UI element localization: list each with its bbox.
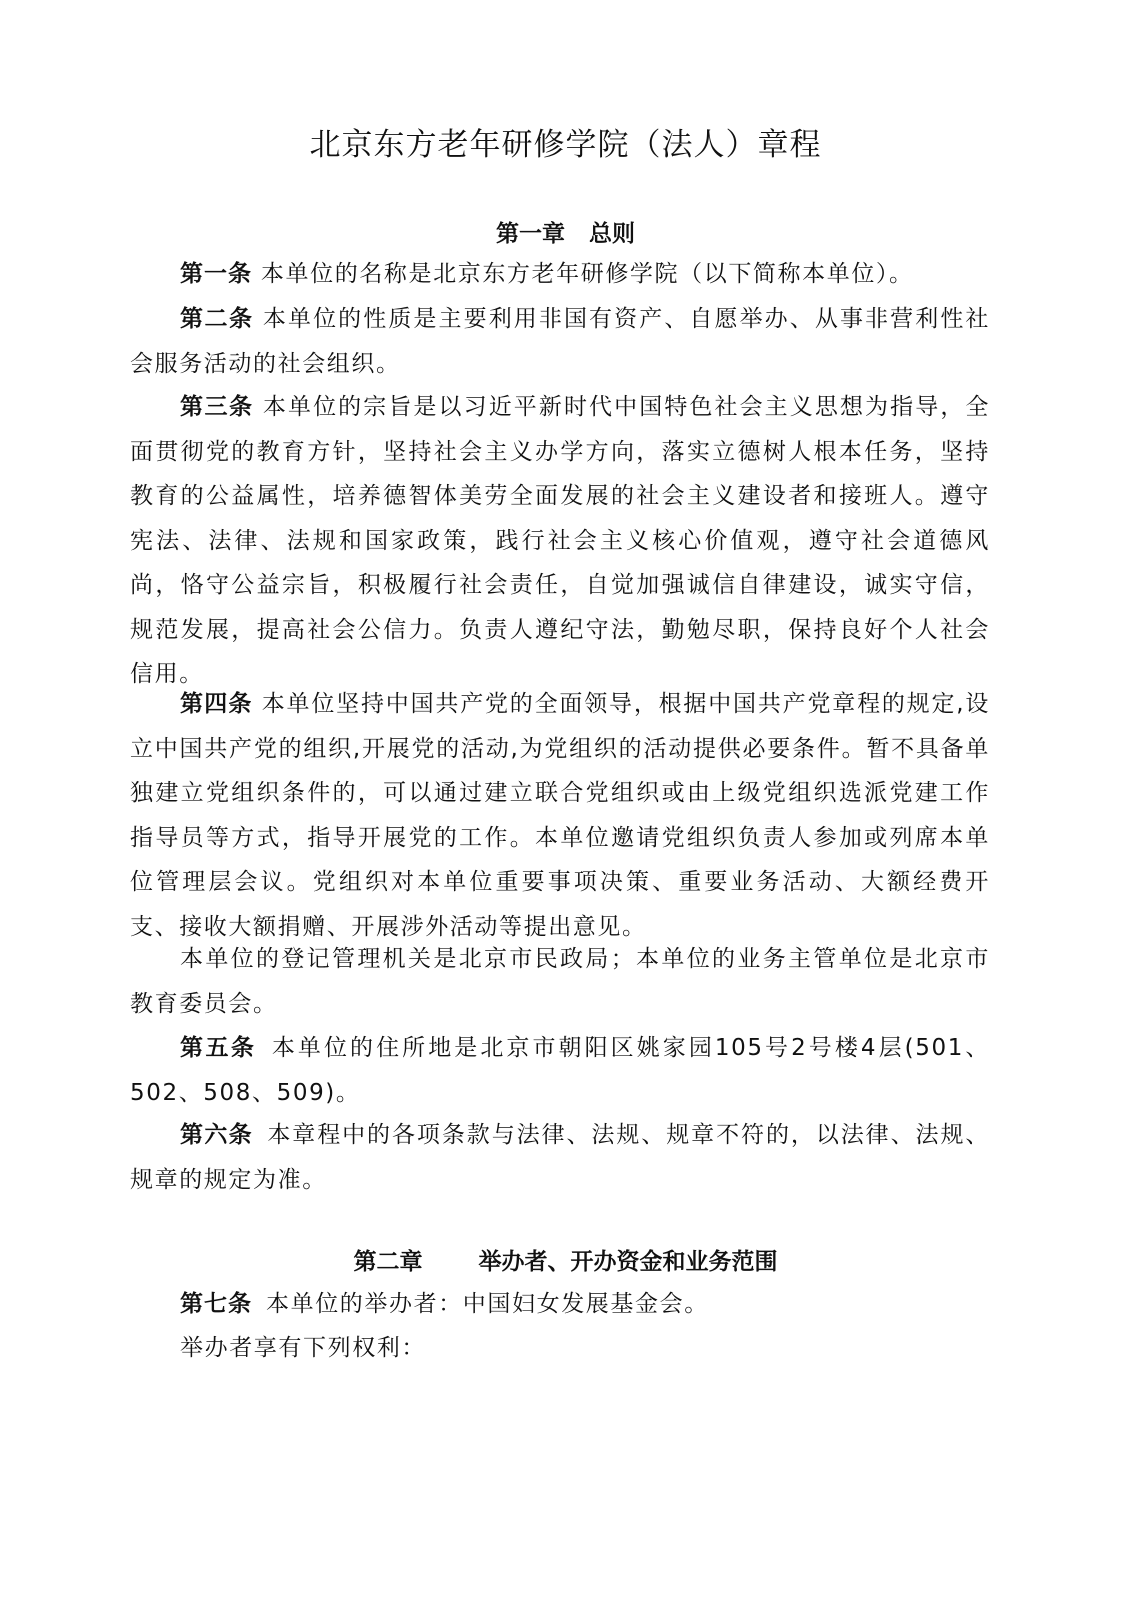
article-5 xyxy=(130,1026,990,1115)
article-text: 本章程中的各项条款与法律、法规、规章不符的，以法律、法规、规章的规定为准。 xyxy=(130,1122,991,1193)
article-text: 本单位的举办者：中国妇女发展基金会。 xyxy=(266,1291,709,1317)
article-7-paragraph-2: 举办者享有下列权利： xyxy=(180,1335,426,1361)
article-text: 本单位的名称是北京东方老年研修学院（以下简称本单位）。 xyxy=(260,261,914,287)
article-4 xyxy=(130,682,990,949)
chapter-name: 举办者、开办资金和业务范围 xyxy=(478,1249,778,1275)
chapter-name: 总则 xyxy=(589,221,636,247)
article-4-paragraph-2: 本单位的登记管理机关是北京市民政局；本单位的业务主管单位是北京市教育委员会。 xyxy=(130,946,990,1017)
chapter-number: 第二章 xyxy=(353,1249,423,1275)
article-label: 第二条 xyxy=(180,306,254,332)
article-1 xyxy=(130,252,990,297)
article-label: 第三条 xyxy=(180,394,254,420)
article-text: 本单位的住所地是北京市朝阳区姚家园105号2号楼4层(501、502、508、509)。 xyxy=(130,1035,991,1106)
article-label: 第六条 xyxy=(180,1122,253,1148)
chapter-number: 第一章 xyxy=(495,221,565,247)
article-6 xyxy=(130,1113,990,1202)
article-label: 第五条 xyxy=(180,1035,257,1061)
article-label: 第一条 xyxy=(180,261,252,287)
article-text: 本单位的性质是主要利用非国有资产、自愿举办、从事非营利性社会服务活动的社会组织。 xyxy=(130,306,991,377)
chapter-heading xyxy=(0,1244,1131,1280)
chapter-heading xyxy=(0,216,1131,252)
article-label: 第四条 xyxy=(180,691,253,717)
article-2 xyxy=(130,297,990,386)
article-3 xyxy=(130,385,990,697)
article-text: 本单位的宗旨是以习近平新时代中国特色社会主义思想为指导，全面贯彻党的教育方针，坚持社会主义办学方向，落实立德树人根本任务，坚持教育的公益属性，培养德智体美劳全面发展的社会主义建设者和接班人。遵守宪法、法律、法规和国家政策，践行社会主义核心价值观，遵守社会道德风尚，恪守公益宗旨，积极履行社会责任，自觉加强诚信自律建设，诚实守信，规范发展，提高社会公信力。负责人遵纪守法，勤勉尽职，保持良好个人社会信用。 xyxy=(130,394,991,687)
document-title: 北京东方老年研修学院（法人）章程 xyxy=(309,127,822,163)
article-text: 本单位坚持中国共产党的全面领导，根据中国共产党章程的规定,设立中国共产党的组织,开展党的活动,为党组织的活动提供必要条件。暂不具备单独建立党组织条件的，可以通过建立联合党组织或由上级党组织选派党建工作指导员等方式，指导开展党的工作。本单位邀请党组织负责人参加或列席本单位管理层会议。党组织对本单位重要事项决策、重要业务活动、大额经费开支、接收大额捐赠、开展涉外活动等提出意见。 xyxy=(130,691,991,940)
article-7 xyxy=(130,1282,990,1327)
article-label: 第七条 xyxy=(180,1291,252,1317)
